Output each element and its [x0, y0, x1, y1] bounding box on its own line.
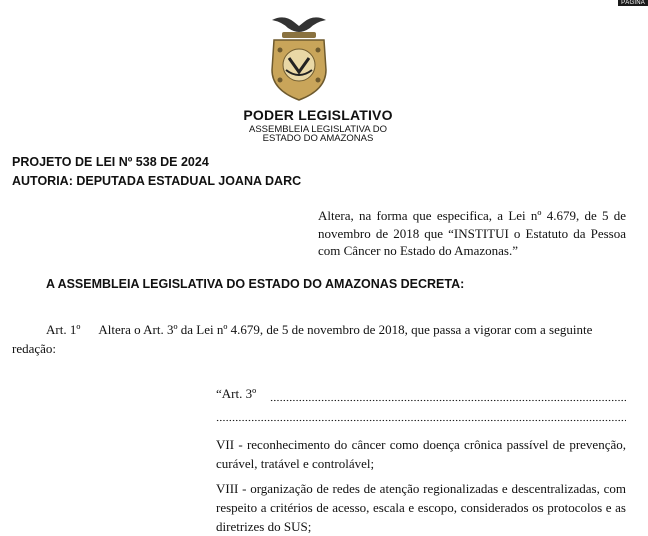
quoted-item-vii: VII - reconhecimento do câncer como doença crônica passível de prevenção, curável, tratável e controlável;: [216, 437, 626, 471]
dotted-leader: [216, 410, 626, 422]
article-1-label: Art. 1º: [46, 322, 81, 337]
decree-heading: A ASSEMBLEIA LEGISLATIVA DO ESTADO DO AMAZONAS DECRETA:: [46, 277, 465, 291]
bill-number: PROJETO DE LEI Nº 538 DE 2024: [12, 155, 209, 169]
article-1: [12, 320, 626, 358]
article-1-text: Altera o Art. 3º da Lei nº 4.679, de 5 de novembro de 2018, que passa a vigorar com a seguinte redação:: [12, 322, 593, 356]
quoted-item-viii: VIII - organização de redes de atenção regionalizadas e descentralizadas, com respeito a critérios de acesso, escala e escopo, considerados os protocolos e as diretrizes do SUS;: [216, 481, 626, 534]
institution-title: PODER LEGISLATIVO: [243, 107, 393, 123]
eagle-icon: [272, 17, 326, 32]
quoted-article-label: “Art. 3º: [216, 386, 257, 401]
page-corner-tag: PÁGINA: [618, 0, 648, 6]
coat-of-arms-seal: [264, 10, 334, 102]
institution-subtitle-line2: ESTADO DO AMAZONAS: [262, 133, 374, 144]
institution-subtitle-line1: ASSEMBLEIA LEGISLATIVA DO: [249, 124, 387, 135]
dotted-leader: [270, 390, 626, 402]
bill-summary: Altera, na forma que especifica, a Lei nº 4.679, de 5 de novembro de 2018 que “INSTITUI o Estatuto da Pessoa com Câncer no Estado do Amazonas.”: [318, 208, 626, 258]
quoted-article-line: [216, 386, 626, 402]
bill-author: AUTORIA: DEPUTADA ESTADUAL JOANA DARC: [12, 174, 302, 188]
quoted-dotted-line: [216, 410, 626, 422]
